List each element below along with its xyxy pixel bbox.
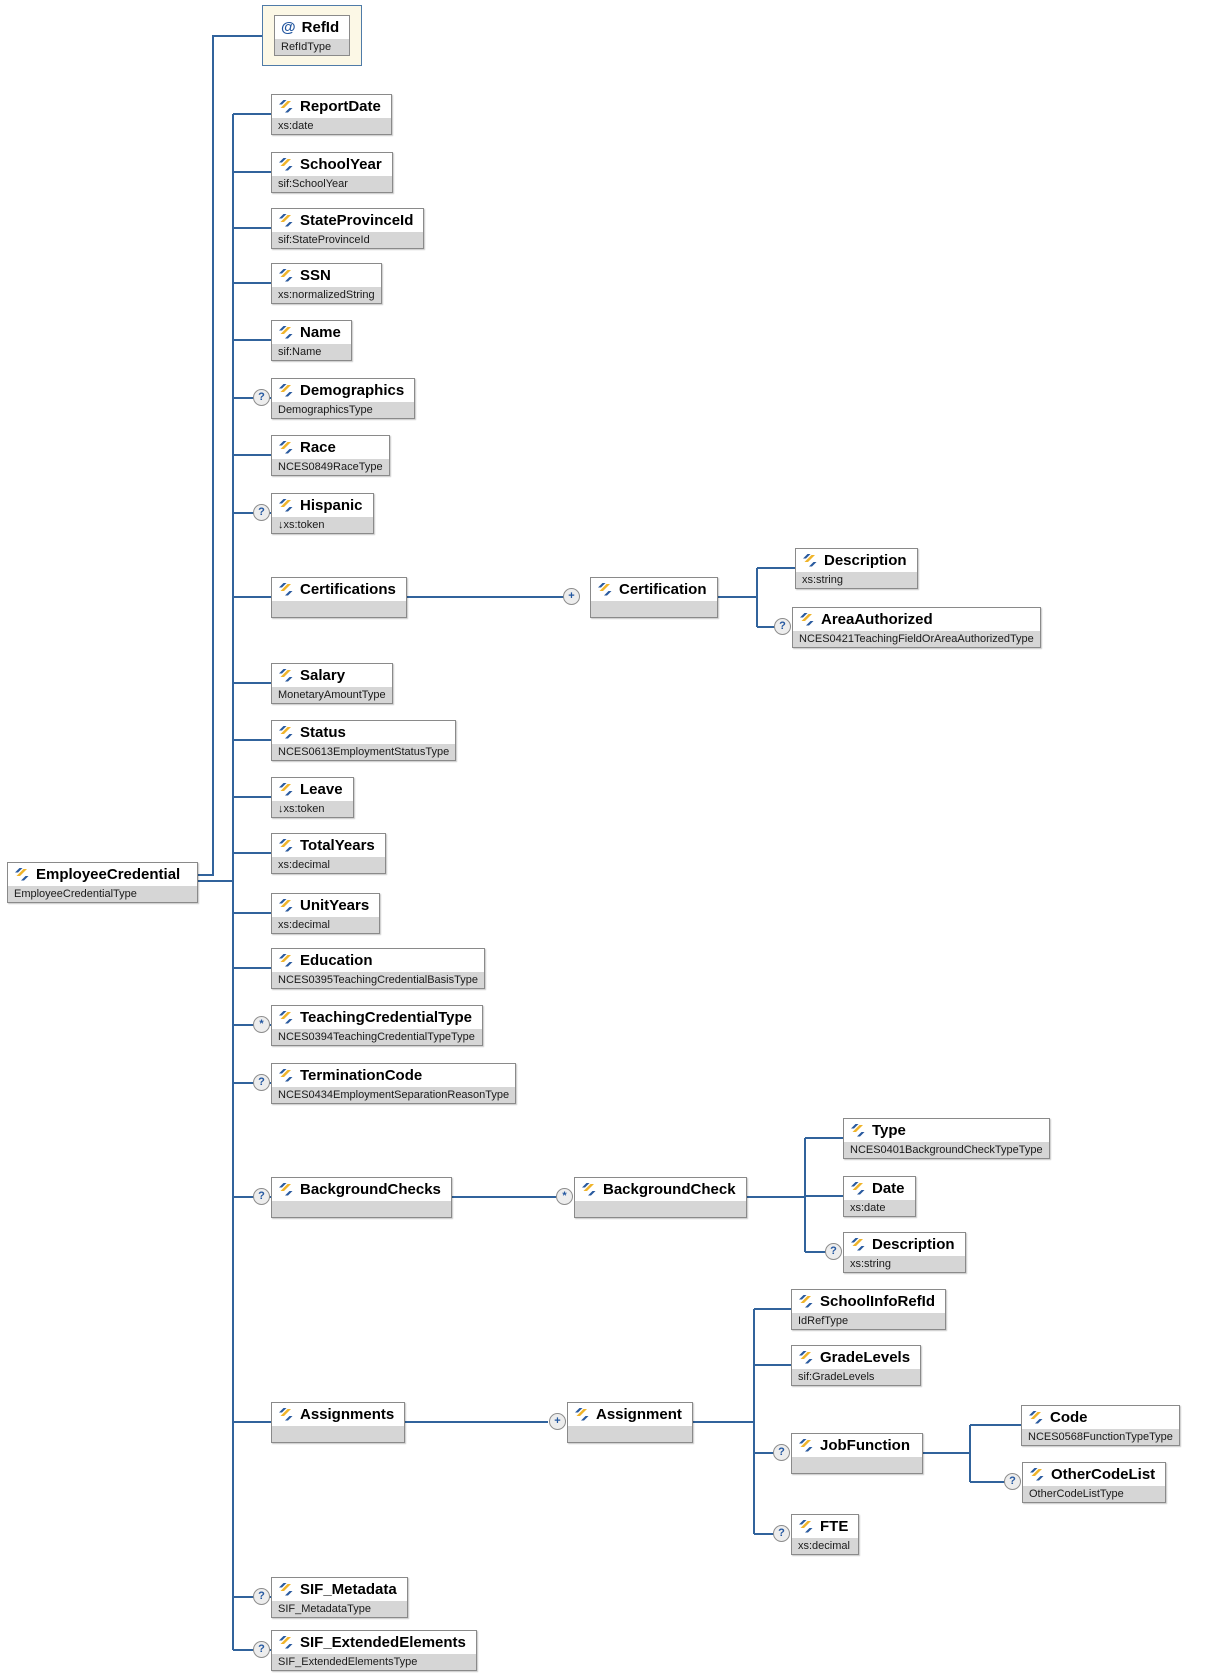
element-node-employeecredential[interactable]: [7, 862, 198, 903]
element-name: Name: [300, 324, 341, 341]
element-name: Race: [300, 439, 336, 456]
element-title: [8, 863, 197, 886]
occurrence-optional-hispanic: ?: [253, 504, 270, 521]
element-node-jobfunction-code[interactable]: [1021, 1405, 1180, 1446]
element-node-gradelevels[interactable]: [791, 1345, 921, 1386]
element-icon: [798, 1351, 814, 1364]
element-title: [792, 1290, 945, 1313]
element-name: Description: [872, 1236, 955, 1253]
element-icon: [278, 384, 294, 397]
element-type: ↓xs:token: [272, 517, 373, 533]
element-icon: [14, 868, 30, 881]
element-node-unityears[interactable]: [271, 893, 380, 934]
element-node-stateprovinceid[interactable]: [271, 208, 424, 249]
occurrence-optional-jobfunction: ?: [773, 1444, 790, 1461]
element-type: IdRefType: [792, 1313, 945, 1329]
element-title: [272, 894, 379, 917]
element-title: [792, 1515, 858, 1538]
element-title: [1022, 1406, 1179, 1429]
element-name: Code: [1050, 1409, 1088, 1426]
occurrence-optional-sifextendedelements: ?: [253, 1641, 270, 1658]
element-icon: [278, 839, 294, 852]
element-type: xs:string: [796, 572, 917, 588]
element-title: [272, 778, 353, 801]
element-node-demographics[interactable]: [271, 378, 415, 419]
element-title: [272, 494, 373, 517]
element-name: SIF_ExtendedElements: [300, 1634, 466, 1651]
element-title: [272, 95, 391, 118]
element-icon: [802, 554, 818, 567]
element-name: AreaAuthorized: [821, 611, 933, 628]
element-title: [844, 1119, 1049, 1142]
attribute-container-refid[interactable]: [262, 5, 362, 66]
occurrence-one-or-more-certification: +: [563, 588, 580, 605]
element-node-status[interactable]: [271, 720, 456, 761]
element-name: Assignment: [596, 1406, 682, 1423]
element-type: SIF_MetadataType: [272, 1601, 407, 1617]
element-type: xs:decimal: [272, 857, 385, 873]
element-name: JobFunction: [820, 1437, 910, 1454]
element-type: NCES0434EmploymentSeparationReasonType: [272, 1087, 515, 1103]
element-title: [272, 1006, 482, 1029]
element-type: xs:normalizedString: [272, 287, 381, 303]
element-title: [568, 1403, 692, 1426]
element-type: xs:decimal: [792, 1538, 858, 1554]
element-name: Status: [300, 724, 346, 741]
element-name: Description: [824, 552, 907, 569]
element-type: sif:StateProvinceId: [272, 232, 423, 248]
occurrence-one-or-more-assignment: +: [549, 1413, 566, 1430]
element-node-certification[interactable]: [590, 577, 718, 618]
attribute-node-refid[interactable]: [274, 15, 350, 56]
element-type: sif:SchoolYear: [272, 176, 392, 192]
element-icon: [278, 954, 294, 967]
element-name: ReportDate: [300, 98, 381, 115]
element-title: [272, 321, 351, 344]
element-type: ↓xs:token: [272, 801, 353, 817]
element-title: [272, 834, 385, 857]
element-type: NCES0849RaceType: [272, 459, 389, 475]
element-title: [272, 664, 392, 687]
element-name: GradeLevels: [820, 1349, 911, 1366]
element-title: [272, 436, 389, 459]
element-title: [796, 549, 917, 572]
element-type: MonetaryAmountType: [272, 687, 392, 703]
element-icon: [278, 326, 294, 339]
element-type: [272, 1426, 404, 1442]
occurrence-optional-demographics: ?: [253, 389, 270, 406]
element-node-leave[interactable]: [271, 777, 354, 818]
element-type: NCES0395TeachingCredentialBasisType: [272, 972, 484, 988]
element-title: [1023, 1463, 1165, 1486]
element-icon: [278, 583, 294, 596]
element-title: [792, 1434, 922, 1457]
element-node-schoolyear[interactable]: [271, 152, 393, 193]
element-node-areaauthorized[interactable]: [792, 607, 1041, 648]
element-node-backgroundcheck-date[interactable]: [843, 1176, 916, 1217]
element-icon: [798, 1439, 814, 1452]
element-node-sifmetadata[interactable]: [271, 1577, 408, 1618]
element-title: [272, 1064, 515, 1087]
element-title: [272, 1578, 407, 1601]
element-name: BackgroundCheck: [603, 1181, 736, 1198]
element-name: FTE: [820, 1518, 849, 1535]
element-node-salary[interactable]: [271, 663, 393, 704]
element-node-reportdate[interactable]: [271, 94, 392, 135]
attribute-title: [275, 16, 349, 39]
occurrence-optional-terminationcode: ?: [253, 1074, 270, 1091]
element-name: Demographics: [300, 382, 405, 399]
element-node-fte[interactable]: [791, 1514, 859, 1555]
attribute-at-icon: @: [281, 19, 296, 36]
element-title: [272, 264, 381, 287]
element-icon: [278, 1069, 294, 1082]
element-title: [793, 608, 1040, 631]
element-name: Leave: [300, 781, 343, 798]
element-name: Certification: [619, 581, 707, 598]
element-type: sif:Name: [272, 344, 351, 360]
element-type: xs:string: [844, 1256, 965, 1272]
element-node-race[interactable]: [271, 435, 390, 476]
element-title: [272, 1178, 451, 1201]
element-node-assignments[interactable]: [271, 1402, 405, 1443]
element-title: [844, 1177, 915, 1200]
element-icon: [278, 269, 294, 282]
element-name: SchoolYear: [300, 156, 382, 173]
element-name: SchoolInfoRefId: [820, 1293, 935, 1310]
element-node-education[interactable]: [271, 948, 485, 989]
element-icon: [1029, 1468, 1045, 1481]
attribute-name: RefId: [301, 19, 340, 36]
occurrence-optional-areaauthorized: ?: [774, 618, 791, 635]
element-title: [792, 1346, 920, 1369]
element-title: [272, 1631, 476, 1654]
element-icon: [798, 1295, 814, 1308]
element-icon: [278, 783, 294, 796]
element-icon: [278, 441, 294, 454]
occurrence-optional-fte: ?: [773, 1525, 790, 1542]
element-icon: [278, 899, 294, 912]
element-name: OtherCodeList: [1051, 1466, 1156, 1483]
element-icon: [798, 1520, 814, 1533]
element-icon: [799, 613, 815, 626]
element-name: Education: [300, 952, 373, 969]
element-node-totalyears[interactable]: [271, 833, 386, 874]
element-name: UnitYears: [300, 897, 370, 914]
element-icon: [1028, 1411, 1044, 1424]
element-type: DemographicsType: [272, 402, 414, 418]
element-node-name[interactable]: [271, 320, 352, 361]
element-node-backgroundcheck[interactable]: [574, 1177, 747, 1218]
element-name: StateProvinceId: [300, 212, 414, 229]
element-title: [272, 949, 484, 972]
element-title: [272, 153, 392, 176]
element-node-backgroundcheck-type[interactable]: [843, 1118, 1050, 1159]
element-icon: [278, 1636, 294, 1649]
element-name: Certifications: [300, 581, 396, 598]
element-icon: [597, 583, 613, 596]
element-title: [272, 209, 423, 232]
occurrence-optional-backgroundchecks: ?: [253, 1188, 270, 1205]
element-name: EmployeeCredential: [36, 866, 181, 883]
element-name: BackgroundChecks: [300, 1181, 441, 1198]
element-icon: [278, 100, 294, 113]
element-type: NCES0568FunctionTypeType: [1022, 1429, 1179, 1445]
element-title: [272, 1403, 404, 1426]
element-type: [568, 1426, 692, 1442]
element-node-teachingcredentialtype[interactable]: [271, 1005, 483, 1046]
connector-spine: [198, 114, 276, 1650]
element-type: NCES0394TeachingCredentialTypeType: [272, 1029, 482, 1045]
element-type: [272, 1201, 451, 1217]
element-node-backgroundcheck-description[interactable]: [843, 1232, 966, 1273]
element-node-sifextendedelements[interactable]: [271, 1630, 477, 1671]
element-name: SSN: [300, 267, 331, 284]
element-icon: [278, 158, 294, 171]
element-icon: [850, 1238, 866, 1251]
element-type: xs:decimal: [272, 917, 379, 933]
element-type: NCES0613EmploymentStatusType: [272, 744, 455, 760]
element-title: [272, 379, 414, 402]
element-name: TeachingCredentialType: [300, 1009, 472, 1026]
element-type: OtherCodeListType: [1023, 1486, 1165, 1502]
element-name: TerminationCode: [300, 1067, 423, 1084]
element-title: [844, 1233, 965, 1256]
element-node-certification-description[interactable]: [795, 548, 918, 589]
element-type: [272, 601, 406, 617]
occurrence-optional-sifmetadata: ?: [253, 1588, 270, 1605]
element-node-othercodelist[interactable]: [1022, 1462, 1166, 1503]
element-icon: [850, 1182, 866, 1195]
element-type: [591, 601, 717, 617]
element-icon: [574, 1408, 590, 1421]
element-name: Salary: [300, 667, 346, 684]
element-node-certifications[interactable]: [271, 577, 407, 618]
element-name: TotalYears: [300, 837, 375, 854]
occurrence-optional-backgroundcheck-description: ?: [825, 1243, 842, 1260]
element-icon: [278, 1408, 294, 1421]
element-type: xs:date: [844, 1200, 915, 1216]
element-node-assignment[interactable]: [567, 1402, 693, 1443]
element-name: Assignments: [300, 1406, 395, 1423]
element-type: sif:GradeLevels: [792, 1369, 920, 1385]
element-name: SIF_Metadata: [300, 1581, 397, 1598]
element-type: [792, 1457, 922, 1473]
element-title: [575, 1178, 746, 1201]
element-node-hispanic[interactable]: [271, 493, 374, 534]
element-icon: [278, 214, 294, 227]
element-icon: [278, 1183, 294, 1196]
element-icon: [278, 1011, 294, 1024]
element-title: [272, 578, 406, 601]
attribute-type: RefIdType: [275, 39, 349, 55]
element-type: SIF_ExtendedElementsType: [272, 1654, 476, 1670]
element-icon: [278, 669, 294, 682]
occurrence-zero-or-more-backgroundcheck: *: [556, 1188, 573, 1205]
element-type: EmployeeCredentialType: [8, 886, 197, 902]
element-title: [591, 578, 717, 601]
element-type: xs:date: [272, 118, 391, 134]
element-name: Hispanic: [300, 497, 363, 514]
element-icon: [278, 1583, 294, 1596]
element-icon: [850, 1124, 866, 1137]
element-type: [575, 1201, 746, 1217]
element-name: Type: [872, 1122, 906, 1139]
element-node-jobfunction[interactable]: [791, 1433, 923, 1474]
element-type: NCES0421TeachingFieldOrAreaAuthorizedType: [793, 631, 1040, 647]
element-name: Date: [872, 1180, 905, 1197]
element-type: NCES0401BackgroundCheckTypeType: [844, 1142, 1049, 1158]
element-title: [272, 721, 455, 744]
element-icon: [278, 726, 294, 739]
element-icon: [581, 1183, 597, 1196]
element-node-terminationcode[interactable]: [271, 1063, 516, 1104]
occurrence-zero-or-more-teachingcredentialtype: *: [253, 1016, 270, 1033]
element-node-ssn[interactable]: [271, 263, 382, 304]
occurrence-optional-othercodelist: ?: [1004, 1473, 1021, 1490]
element-icon: [278, 499, 294, 512]
element-node-backgroundchecks[interactable]: [271, 1177, 452, 1218]
element-node-schoolinforefid[interactable]: [791, 1289, 946, 1330]
